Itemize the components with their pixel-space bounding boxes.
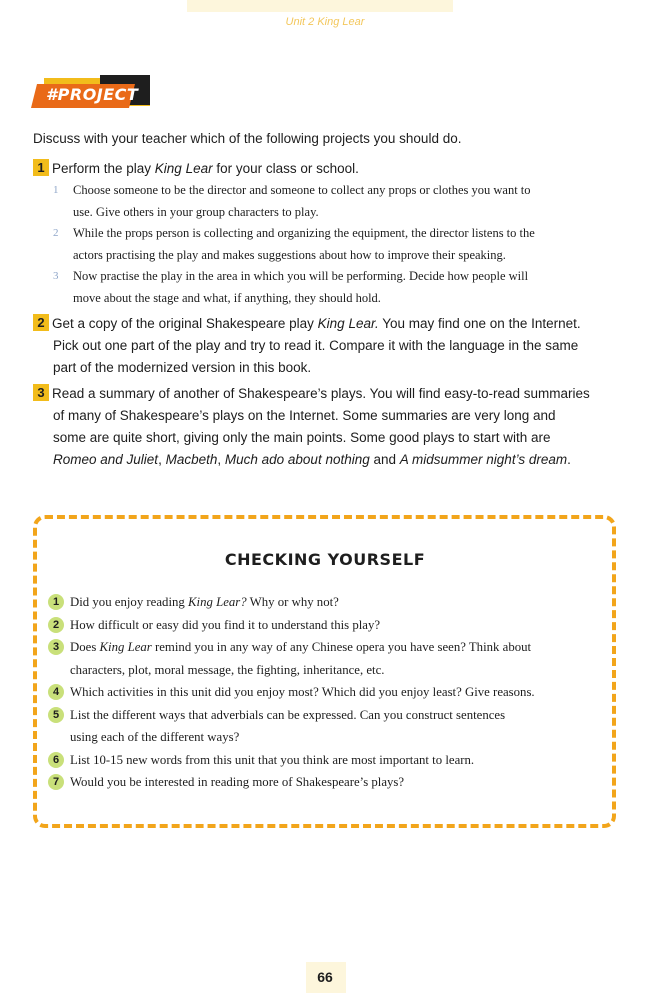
project-1-steps xyxy=(53,180,619,309)
question-number-badge: 6 xyxy=(48,752,64,768)
play-title: Much ado about nothing xyxy=(224,452,370,467)
step-line: move about the stage and what, if anything, they should hold. xyxy=(73,290,381,305)
play-title: King Lear xyxy=(99,640,152,654)
play-title: A midsummer night’s dream xyxy=(399,452,568,467)
header-strip xyxy=(187,0,453,12)
question-number-badge: 1 xyxy=(48,594,64,610)
step-line: use. Give others in your group characters to play. xyxy=(73,204,319,219)
question-item: 6 List 10-15 new words from this unit that you think are most important to learn. xyxy=(48,749,608,772)
step-line: Choose someone to be the director and someone to collect any props or clothes you want to xyxy=(73,183,531,197)
question-item: 1 Did you enjoy reading King Lear? Why or why not? xyxy=(48,591,608,614)
question-item: 2 How difficult or easy did you find it to understand this play? xyxy=(48,614,608,637)
intro-text: Discuss with your teacher which of the following projects you should do. xyxy=(33,131,462,146)
project-1 xyxy=(33,158,359,180)
step-item xyxy=(53,266,619,309)
text-line: part of the modernized version in this book. xyxy=(53,360,312,375)
banner-label: #PROJECT xyxy=(46,85,139,104)
question-number-badge: 7 xyxy=(48,774,64,790)
step-line: actors practising the play and makes suggestions about how to improve their speaking. xyxy=(73,247,506,262)
checking-yourself-title: CHECKING YOURSELF xyxy=(224,550,426,569)
step-item xyxy=(53,223,619,266)
text-run: Get a copy of the original Shakespeare play xyxy=(52,316,318,331)
text-line: of many of Shakespeare’s plays on the Internet. Some summaries are very long and xyxy=(53,408,556,423)
step-line: While the props person is collecting and organizing the equipment, the director listens to the xyxy=(73,226,535,240)
step-number: 1 xyxy=(53,184,59,196)
text-line: Pick out one part of the play and try to read it. Compare it with the language in the same xyxy=(53,338,579,353)
running-header: Unit 2 King Lear xyxy=(285,16,365,28)
project-banner xyxy=(30,74,154,110)
project-number-badge: 2 xyxy=(33,314,49,331)
question-number-badge: 5 xyxy=(48,707,64,723)
question-number-badge: 3 xyxy=(48,639,64,655)
question-item: 3 Does King Lear remind you in any way of any Chinese opera you have seen? Think about characters, plot, moral message, the fighting, inheritance, etc. xyxy=(48,636,608,681)
text-line: Romeo and Juliet, Macbeth, Much ado about nothing and A midsummer night’s dream. xyxy=(53,452,571,467)
checking-questions xyxy=(48,591,608,794)
page-number: 66 xyxy=(317,969,333,985)
question-item: 7 Would you be interested in reading more of Shakespeare’s plays? xyxy=(48,771,608,794)
question-item: 4 Which activities in this unit did you enjoy most? Which did you enjoy least? Give reasons. xyxy=(48,681,608,704)
play-title: King Lear. xyxy=(317,316,379,331)
play-title: Macbeth xyxy=(165,452,218,467)
project-number-badge: 1 xyxy=(33,159,49,176)
step-number: 2 xyxy=(53,227,59,239)
step-item xyxy=(53,180,619,223)
question-number-badge: 2 xyxy=(48,617,64,633)
question-number-badge: 4 xyxy=(48,684,64,700)
project-1-text: Perform the play King Lear for your class or school. xyxy=(52,161,359,176)
play-title: King Lear? xyxy=(188,595,247,609)
step-number: 3 xyxy=(53,270,59,282)
question-item: 5 List the different ways that adverbials can be expressed. Can you construct sentences using each of the different ways? xyxy=(48,704,608,749)
project-2 xyxy=(33,313,581,379)
project-3 xyxy=(33,383,590,471)
project-number-badge: 3 xyxy=(33,384,49,401)
text-line: some are quite short, giving only the main points. Some good plays to start with are xyxy=(53,430,551,445)
text-run: You may find one on the Internet. xyxy=(378,316,581,331)
step-line: Now practise the play in the area in which you will be performing. Decide how people will xyxy=(73,269,529,283)
play-title: Romeo and Juliet xyxy=(53,452,159,467)
text-run: Read a summary of another of Shakespeare’s plays. You will find easy-to-read summaries xyxy=(52,386,590,401)
